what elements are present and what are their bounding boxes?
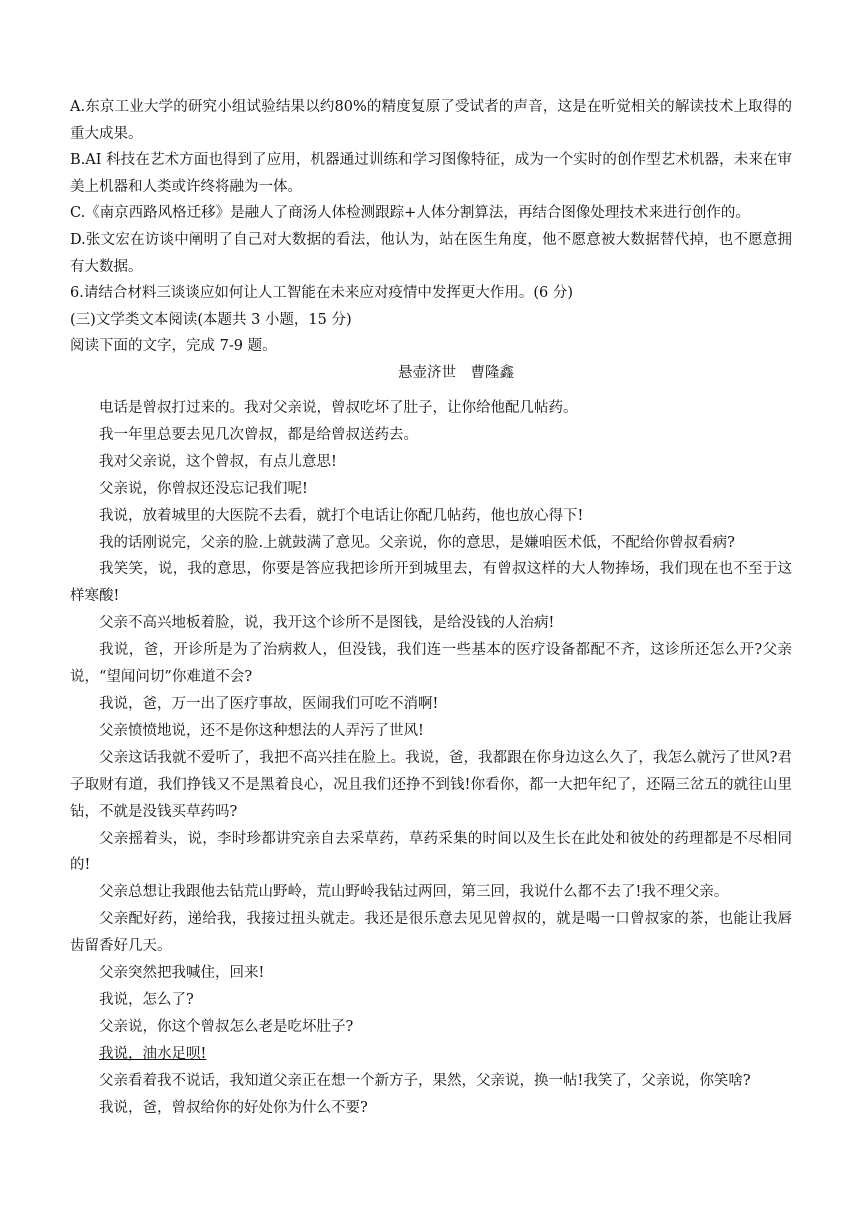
story-paragraph: 我笑笑，说，我的意思，你要是答应我把诊所开到城里去，有曾叔这样的大人物捧场，我们现在也不至于这样寒酸!: [70, 561, 792, 605]
story-paragraph: 我说，放着城里的大医院不去看，就打个电话让你配几帖药，他也放心得下!: [99, 507, 584, 524]
story-paragraph: 我一年里总要去见几次曾叔，都是给曾叔送药去。: [99, 426, 418, 443]
option-a: A.东京工业大学的研究小组试验结果以约80%的精度复原了受试者的声音，这是在听觉相关的解读技术上取得的重大成果。: [70, 99, 792, 142]
story-body: [70, 395, 792, 1121]
story-paragraph: 父亲突然把我喊住，回来!: [99, 965, 265, 982]
question-6: 6.请结合材料三谈谈应如何让人工智能在未来应对疫情中发挥更大作用。(6 分): [70, 285, 573, 302]
option-d: D.张文宏在访谈中阐明了自己对大数据的看法，他认为，站在医生角度，他不愿意被大数据替代掉，也不愿意拥有大数据。: [70, 231, 792, 275]
story-paragraph: 我说，爸，万一出了医疗事故，医闹我们可吃不消啊!: [99, 695, 439, 712]
story-paragraph: 我说，怎么了?: [99, 991, 194, 1008]
story-paragraph: 父亲说，你曾叔还没忘记我们呢!: [99, 480, 308, 497]
story-paragraph: 我对父亲说，这个曾叔，有点儿意思!: [99, 453, 337, 470]
story-paragraph: 电话是曾叔打过来的。我对父亲说，曾叔吃坏了肚子，让你给他配几帖药。: [99, 400, 578, 416]
reading-instruction: 阅读下面的文字，完成 7-9 题。: [70, 338, 277, 355]
story-paragraph: 父亲摇着头，说，李时珍都讲究亲自去采草药，草药采集的时间以及生长在此处和彼处的药理都是不尽相同的!: [70, 830, 792, 874]
option-b: B.AI 科技在艺术方面也得到了应用，机器通过训练和学习图像特征，成为一个实时的创作型艺术机器，未来在审美上机器和人类或许终将融为一体。: [70, 152, 792, 195]
story-paragraph: 我说，爸，开诊所是为了治病救人，但没钱，我们连一些基本的医疗设备都配不齐，这诊所还怎么开?父亲说，“望闻问切”你难道不会?: [70, 642, 792, 686]
underlined-sentence: 我说，油水足呗!: [99, 1045, 207, 1062]
story-paragraph: 我的话刚说完，父亲的脸.上就鼓满了意见。父亲说，你的意思，是嫌咱医术低，不配给你曾叔看病?: [99, 534, 735, 551]
story-paragraph: 父亲看着我不说话，我知道父亲正在想一个新方子，果然，父亲说，换一帖!我笑了，父亲说，你笑啥?: [99, 1072, 751, 1089]
story-title: 悬壶济世 曹隆鑫: [398, 364, 514, 381]
story-paragraph: 父亲不高兴地板着脸，说，我开这个诊所不是图钱，是给没钱的人治病!: [99, 615, 555, 632]
story-paragraph: 父亲配好药，递给我，我接过扭头就走。我还是很乐意去见见曾叔的，就是喝一口曾叔家的茶，也能让我唇齿留香好几天。: [70, 911, 792, 955]
story-paragraph: 父亲这话我就不爱听了，我把不高兴挂在脸上。我说，爸，我都跟在你身边这么久了，我怎么就污了世风?君子取财有道，我们挣钱又不是黑着良心，况且我们还挣不到钱!你看你，都一大把年纪了，还隔三岔五的就往山里钻，不就是没钱买草药吗?: [70, 749, 792, 820]
story-paragraph: 我说，爸，曾叔给你的好处你为什么不要?: [99, 1099, 368, 1116]
story-paragraph-underlined: [70, 1041, 792, 1068]
option-c: C.《南京西路风格迁移》是融人了商汤人体检测跟踪+人体分割算法，再结合图像处理技术来进行创作的。: [70, 205, 750, 222]
question-block: [70, 94, 792, 387]
story-paragraph: 父亲愤愤地说，还不是你这种想法的人弄污了世风!: [99, 722, 424, 739]
story-paragraph: 父亲总想让我跟他去钻荒山野岭，荒山野岭我钻过两回，第三回，我说什么都不去了!我不理父亲。: [99, 884, 729, 901]
section-heading: (三)文学类文本阅读(本题共 3 小题，15 分): [70, 311, 352, 328]
story-paragraph: 父亲说，你这个曾叔怎么老是吃坏肚子?: [99, 1018, 354, 1035]
